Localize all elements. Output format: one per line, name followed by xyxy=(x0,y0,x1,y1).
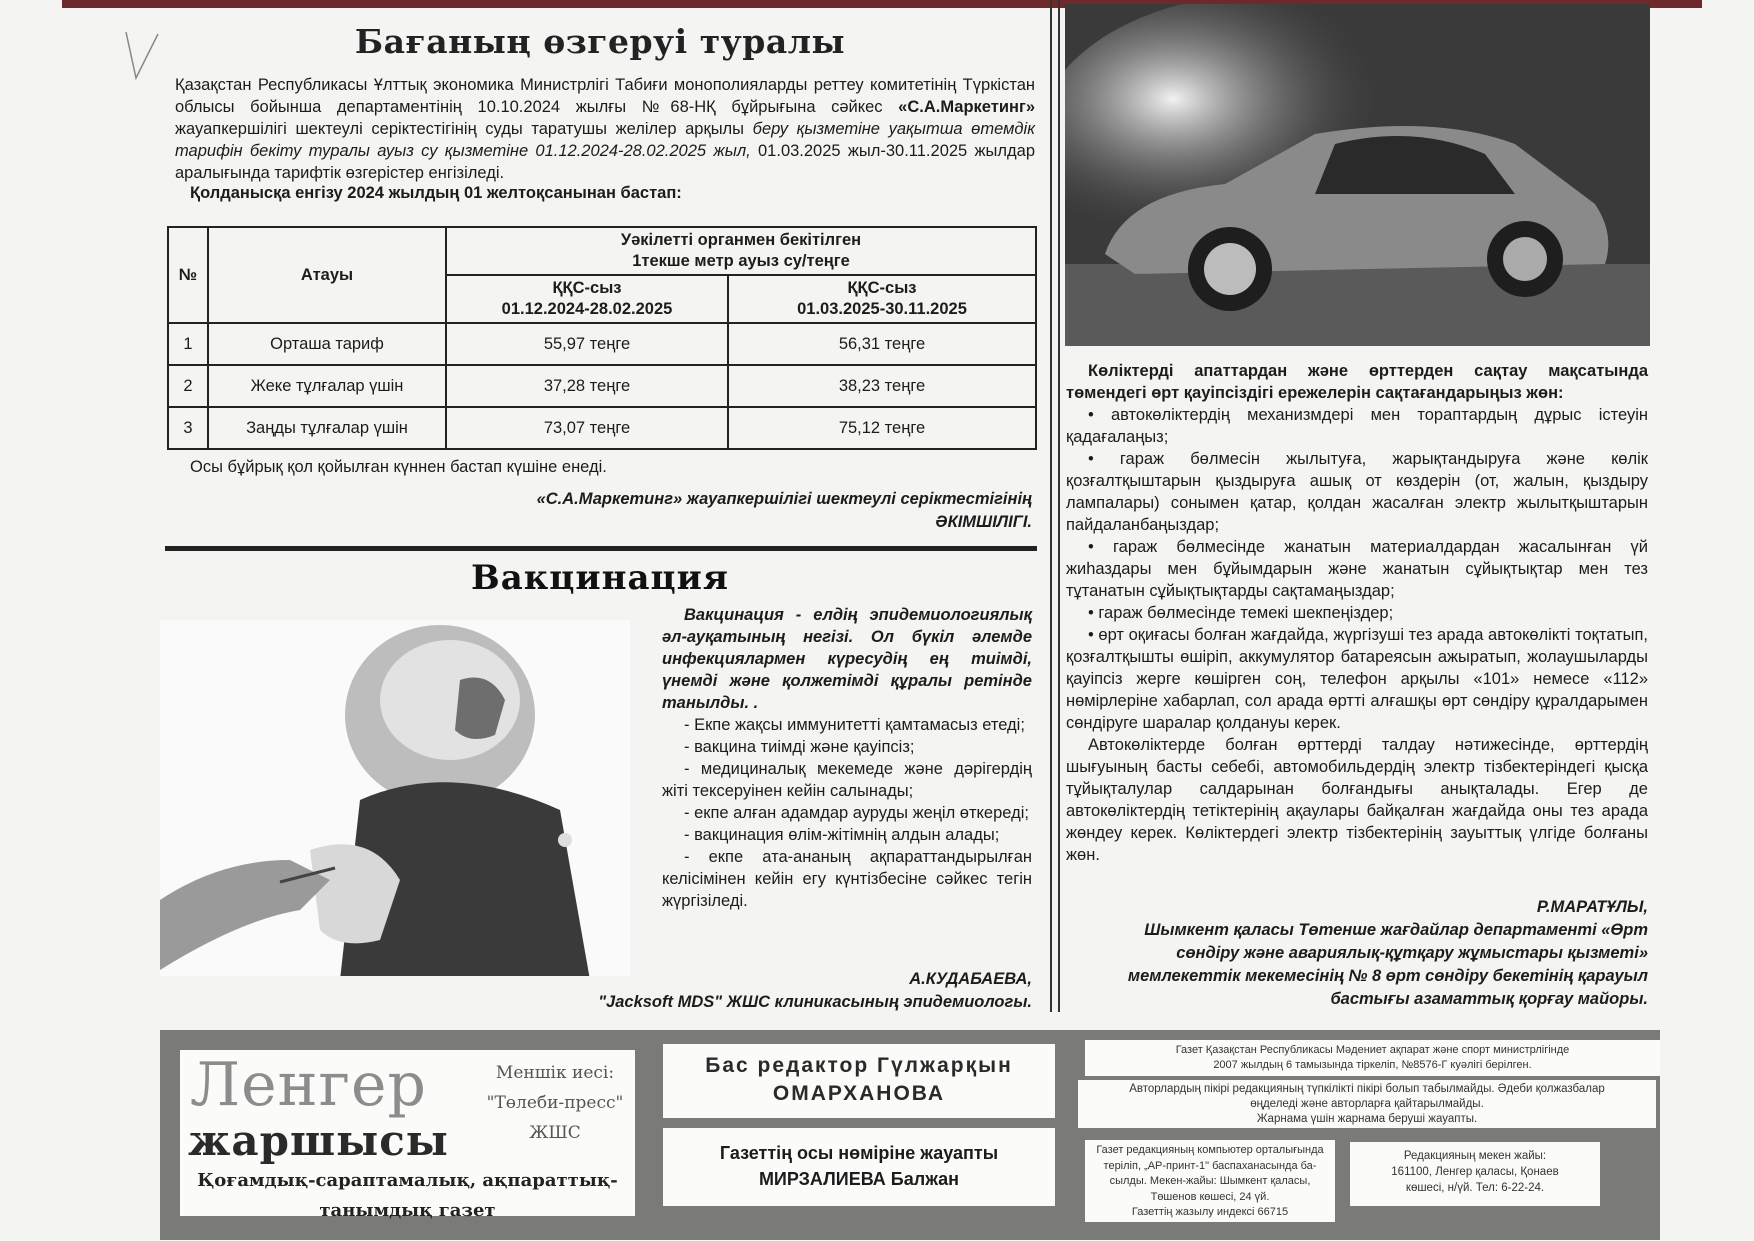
editorial-address-box: Редакцияның мекен жайы: 161100, Ленгер қаласы, Қонаев көшесі, н/үй. Тел: 6-22-24. xyxy=(1350,1142,1600,1206)
responsible-editor-box: Газеттің осы нөміріне жауапты МИРЗАЛИЕВА Балжан xyxy=(663,1128,1055,1206)
cell-no: 1 xyxy=(168,323,208,365)
cell-price-a: 73,07 теңге xyxy=(446,407,728,449)
column-divider xyxy=(1050,0,1060,1012)
cell-price-b: 75,12 теңге xyxy=(728,407,1036,449)
table-row xyxy=(168,365,1036,407)
vaccination-item: - екпе ата-ананың ақпараттандырылған келісімінен кейін егу күнтізбесіне сәйкес тегін жүргізіледі. xyxy=(662,848,1032,910)
article-title-price-change: Бағаның өзгеруі туралы xyxy=(354,22,846,61)
cell-name: Жеке тұлғалар үшін xyxy=(208,365,446,407)
col-header-period-a: ҚҚС-сыз 01.12.2024-28.02.2025 xyxy=(446,275,728,323)
article-price-intro: Қолданысқа енгізу 2024 жылдың 01 желтоқсанынан бастап: xyxy=(190,184,682,202)
vaccination-item: - вакцинация өлім-жітімнің алдын алады; xyxy=(684,826,1000,844)
table-row xyxy=(168,407,1036,449)
table-row xyxy=(168,323,1036,365)
tariff-table xyxy=(167,226,1037,450)
fire-safety-body xyxy=(1066,360,1648,866)
cell-price-a: 37,28 теңге xyxy=(446,365,728,407)
vaccination-item: - вакцина тиімді және қауіпсіз; xyxy=(684,738,915,756)
article-title-vaccination: Вакцинация xyxy=(470,558,730,598)
vaccination-item: - медициналық мекемеде және дәрігердің жіті тексеруінен кейін салынады; xyxy=(662,760,1032,800)
masthead-title-line2: жаршысы xyxy=(188,1116,449,1165)
fire-safety-item: • гараж бөлмесінде жанатын материалдардан жасалынған үй жиһаздары мен бұйымдарын және жанатын сұйықтықтар мен тез тұтанатын сұйықтықтарды сақтамаңыздар; xyxy=(1066,538,1648,600)
cell-no: 2 xyxy=(168,365,208,407)
col-header-name: Атауы xyxy=(208,227,446,323)
col-header-group: Уәкілетті органмен бекітілген 1текше метр ауыз су/теңге xyxy=(446,227,1036,275)
fire-safety-item: • автокөліктердің механизмдері мен тораптардың дұрыс істеуін қадағалаңыз; xyxy=(1066,406,1648,446)
fire-safety-item: • өрт оқиғасы болған жағдайда, жүргізуші тез арада автокөлікті тоқтатып, қозғалтқышты өшіріп, аккумулятор батареясын ажыратып, жолаушыларды қауіпсіз жерге көшірген соң, телефон арқылы «101» немесе «112» нөмірлеріне хабарлап, сол арада өртті алғашқы өрт сөндіру құралдарымен сөндіруге шаралар қолдануы керек. xyxy=(1066,626,1648,732)
article-price-note: Осы бұйрық қол қойылған күннен бастап күшіне енеді. xyxy=(190,458,607,476)
vaccination-item: - Екпе жақсы иммунитетті қамтамасыз етеді; xyxy=(684,716,1025,734)
burning-car-photo xyxy=(1065,4,1650,346)
newspaper-footer xyxy=(160,1030,1660,1240)
fire-safety-item: • гараж бөлмесінде темекі шекпеңіздер; xyxy=(1088,604,1394,622)
chief-editor-box: Бас редактор Гүлжарқын ОМАРХАНОВА xyxy=(663,1044,1055,1118)
printing-info-box: Газет редакцияның компьютер орталығында терiлiп, „АР-принт-1" баспаханасында ба- сылды. Мекен-жайы: Шымкент қаласы, Төшенов көшесі, 24 үй. Газеттің жазылу индексі 66715 xyxy=(1085,1140,1335,1222)
article-price-paragraph: Қазақстан Республикасы Ұлттық экономика Министрлігі Табиғи монополияларды реттеу комитетінің Түркістан облысы бойынша департаментінің 10.10.2024 жылғы №68-НҚ бұйрығына сәйкес «С.А.Маркетинг» жауапкершілігі шектеулі серіктестігінің суды таратушы желілер арқылы беру қызметіне уақытша өтемдік тарифін бекіту туралы ауыз су қызметіне 01.12.2024-28.02.2025 жыл, 01.03.2025 жыл-30.11.2025 жылдар аралығында тарифтік өзгерістер енгізіледі. xyxy=(175,76,1036,182)
masthead-title-line1: Ленгер xyxy=(190,1050,427,1120)
cell-price-b: 56,31 теңге xyxy=(728,323,1036,365)
masthead-tagline: Қоғамдық-сараптамалық, ақпараттық- танымдық газет xyxy=(197,1170,618,1221)
vaccination-photo xyxy=(160,620,630,976)
vaccination-item: - екпе алған адамдар ауруды жеңіл өткереді; xyxy=(684,804,1029,822)
disclaimer-box: Авторлардың пікірі редакцияның түпкілікті пікірі болып табылмайды. Әдеби қолжазбалар өңделеді және авторларға қайтарылмайды. Жарнама үшін жарнама беруші жауапты. xyxy=(1078,1080,1656,1128)
registration-box: Газет Қазақстан Республикасы Мәдениет ақпарат және спорт министрлігінде 2007 жылдың 6 тамызында тіркеліп, №8576-Г куәлігі берілген. xyxy=(1085,1040,1660,1076)
section-divider xyxy=(165,546,1037,551)
col-header-no: № xyxy=(168,227,208,323)
owner-info: Меншік иесі: "Төлеби-пресс" ЖШС xyxy=(486,1063,624,1143)
masthead xyxy=(180,1050,635,1221)
fire-safety-analysis: Автокөліктерде болған өрттерді талдау нәтижесінде, өрттердің шығуының басты себебі, автомобильдердің электр тізбектеріндегі қысқа тұйықталулар салдарынан болғандығы анықталады. Егер де автокөліктердің тетіктерінің ақаулары байқалған жағдайда оны тез арада жөндеу керек. Көліктердегі электр тізбектерінің зауыттық үлгіде болғаны жөн. xyxy=(1066,736,1648,864)
fire-safety-lead: Көліктерді апаттардан және өрттерден сақтау мақсатында төмендегі өрт қауіпсіздігі ережелерін сақтағандарыңыз жөн: xyxy=(1066,362,1648,402)
cell-price-b: 38,23 теңге xyxy=(728,365,1036,407)
vaccination-signature: А.КУДАБАЕВА, "Jacksoft MDS" ЖШС клиникасының эпидемиологы. xyxy=(598,970,1032,1011)
vaccination-lead: Вакцинация - елдің эпидемиологиялық әл-ауқатының негізі. Ол бүкіл әлемде инфекциялармен күресудің ең тиімді, үнемді және қолжетімді құралы ретінде танылды. . xyxy=(662,606,1032,712)
fire-safety-signature: Р.МАРАТҰЛЫ, Шымкент қаласы Төтенше жағдайлар департаменті «Өрт сөндіру және авариялық-құтқару жұмыстары қызметі» мемлекеттік мекемесінің № 8 өрт сөндіру бекетінің қарауыл бастығы азаматтық қорғау майоры. xyxy=(1127,898,1648,1008)
vaccination-body xyxy=(662,604,1032,912)
cell-name: Орташа тариф xyxy=(208,323,446,365)
col-header-period-b: ҚҚС-сыз 01.03.2025-30.11.2025 xyxy=(728,275,1036,323)
cell-no: 3 xyxy=(168,407,208,449)
cell-price-a: 55,97 теңге xyxy=(446,323,728,365)
pencil-mark xyxy=(122,28,162,88)
article-price-signature: «С.А.Маркетинг» жауапкершілігі шектеулі серіктестігінің ӘКІМШІЛІГІ. xyxy=(536,490,1032,531)
cell-name: Заңды тұлғалар үшін xyxy=(208,407,446,449)
fire-safety-item: • гараж бөлмесін жылытуға, жарықтандыруға және көлік қозғалтқыштарын қыздыруға ашық от көздерін (от, жалын, қыздыру лампалары) сонымен қатар, қолдан жасалған электр жылытқыштарын пайдаланбаңыздар; xyxy=(1066,450,1648,534)
